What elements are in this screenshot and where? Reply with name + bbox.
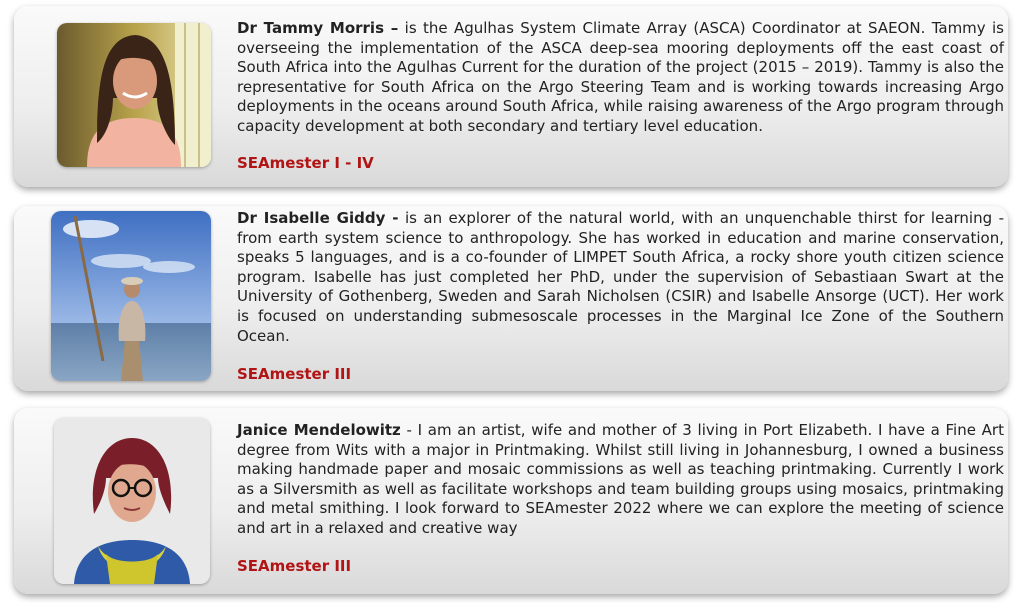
portrait-photo-janice-mendelowitz — [54, 418, 210, 584]
profile-bio: is an explorer of the natural world, with an unquenchable thirst for learning - from earth system science to anthropology. She has worked in education and marine conservation, speaks 5 languages, and is a co-founder of LIMPET South Africa, a rocky shore youth citizen science program. Isabelle has just completed her PhD, under the supervision of Sebastiaan Swart at the University of Gothenberg, Sweden and Sarah Nicholsen (CSIR) and Isabelle Ansorge (UCT). Her work is focused on understanding submesoscale processes in the Marginal Ice Zone of the Southern Ocean. — [237, 209, 1004, 345]
profile-bio: - I am an artist, wife and mother of 3 living in Port Elizabeth. I have a Fine Art degree from Wits with a major in Printmaking. Whilst still living in Johannesburg, I owned a business making handmade paper and mosaic commissions as well as teaching printmaking. Currently I work as a Silversmith as well as facilitate workshops and team building groups using mosaics, printmaking and metal smithing. I look forward to SEAmester 2022 where we can explore the meeting of science and art in a relaxed and creative way — [237, 421, 1004, 537]
beach-photo-isabelle-giddy — [51, 211, 211, 381]
profile-bio-text — [237, 421, 1004, 539]
profile-bio-text — [237, 19, 1004, 137]
portrait-photo-icon — [54, 418, 210, 584]
profile-name: Janice Mendelowitz — [237, 421, 401, 439]
profile-card-tammy-morris — [14, 6, 1008, 187]
program-label: SEAmester III — [237, 365, 352, 383]
profile-bio-text — [237, 209, 1004, 346]
profile-name: Dr Tammy Morris – — [237, 19, 399, 37]
program-label: SEAmester III — [237, 557, 352, 575]
profile-name: Dr Isabelle Giddy - — [237, 209, 399, 227]
profile-card-isabelle-giddy — [14, 206, 1008, 391]
program-label: SEAmester I - IV — [237, 154, 374, 172]
profile-bio: is the Agulhas System Climate Array (ASCA) Coordinator at SAEON. Tammy is overseeing the implementation of the ASCA deep-sea mooring deployments off the east coast of South Africa into the Agulhas Current for the duration of the project (2015 – 2019). Tammy is also the representative for South Africa on the Argo Steering Team and is working towards increasing Argo deployments in the oceans around South Africa, while raising awareness of the Argo program through capacity development at both secondary and tertiary level education. — [237, 19, 1004, 135]
profile-card-janice-mendelowitz — [14, 408, 1008, 594]
portrait-photo-tammy-morris — [57, 23, 211, 167]
beach-photo-icon — [51, 211, 211, 381]
portrait-photo-icon — [57, 23, 211, 167]
